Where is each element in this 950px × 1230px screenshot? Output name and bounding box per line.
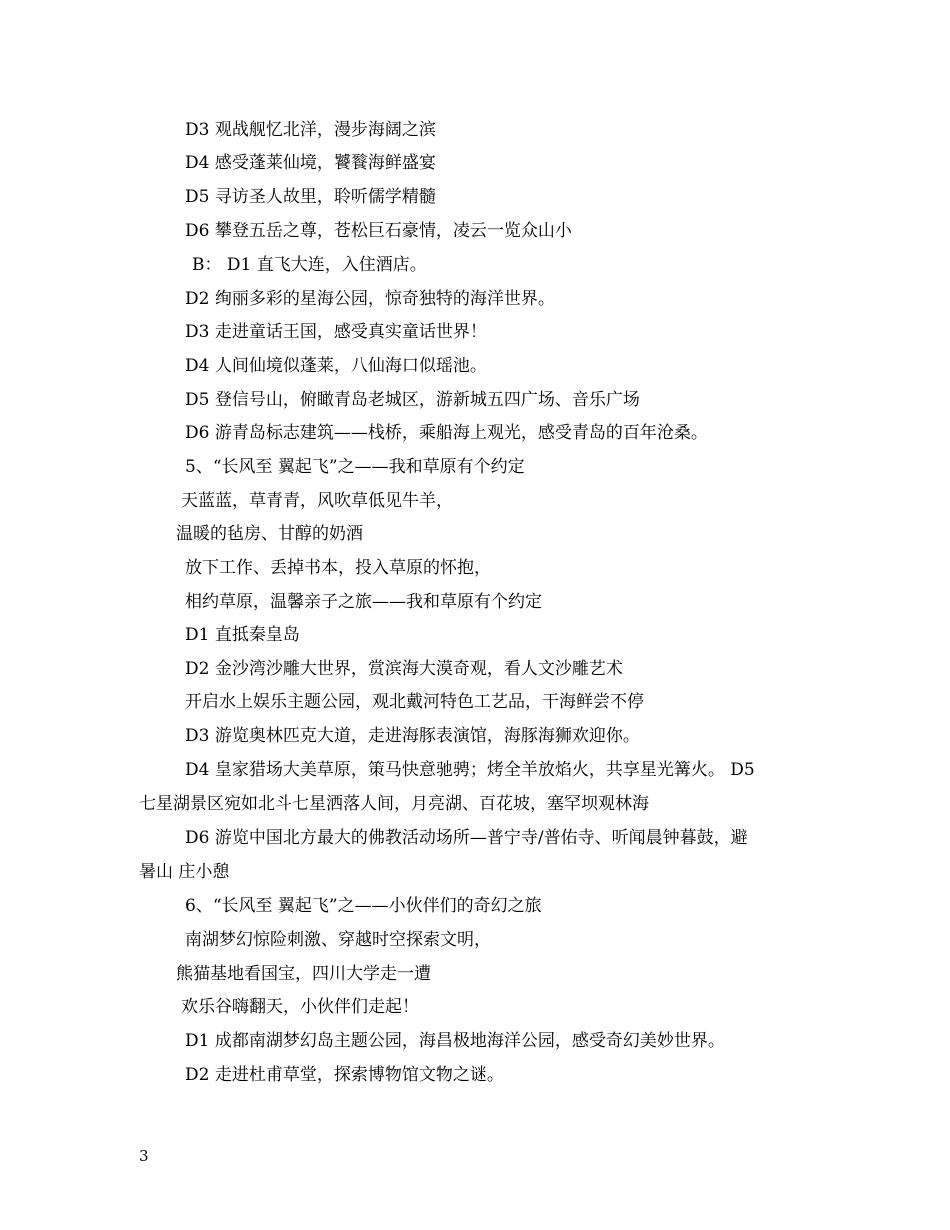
text-line: D4 人间仙境似蓬莱，八仙海口似瑶池。 [185, 356, 487, 376]
text-line: D6 攀登五岳之尊，苍松巨石豪情，凌云一览众山小 [185, 221, 572, 241]
text-line: 暑山 庄小憩 [139, 862, 230, 882]
text-line: D1 直抵秦皇岛 [185, 625, 300, 645]
text-line: 放下工作、丢掉书本，投入草原的怀抱， [185, 558, 491, 578]
text-line: D5 寻访圣人故里，聆听儒学精髓 [185, 187, 436, 207]
text-line: 相约草原，温馨亲子之旅——我和草原有个约定 [185, 592, 542, 612]
text-line: D3 游览奥林匹克大道，走进海豚表演馆，海豚海狮欢迎你。 [185, 726, 640, 746]
text-line: D5 登信号山，俯瞰青岛老城区，游新城五四广场、音乐广场 [185, 390, 640, 410]
text-line: 开启水上娱乐主题公园，观北戴河特色工艺品，干海鲜尝不停 [185, 692, 644, 712]
text-line: D3 走进童话王国，感受真实童话世界！ [185, 322, 487, 342]
text-line: 七星湖景区宛如北斗七星洒落人间，月亮湖、百花坡，塞罕坝观林海 [139, 794, 649, 814]
section-heading: 6、“长风至 翼起飞”之——小伙伴们的奇幻之旅 [185, 896, 542, 916]
text-line: D4 感受蓬莱仙境，饕餮海鲜盛宴 [185, 153, 436, 173]
text-line: D1 成都南湖梦幻岛主题公园，海昌极地海洋公园，感受奇幻美妙世界。 [185, 1031, 725, 1051]
text-line: 欢乐谷嗨翻天，小伙伴们走起！ [181, 997, 419, 1017]
text-line: D6 游青岛标志建筑——栈桥，乘船海上观光，感受青岛的百年沧桑。 [185, 423, 708, 443]
text-line: 南湖梦幻惊险刺激、穿越时空探索文明， [185, 930, 491, 950]
text-line: D4 皇家猎场大美草原，策马快意驰骋；烤全羊放焰火，共享星光篝火。 D5 [185, 760, 755, 780]
text-line: B： D1 直飞大连，入住酒店。 [192, 255, 427, 275]
text-line: D3 观战舰忆北洋，漫步海阔之滨 [185, 120, 436, 140]
text-line: 温暖的毡房、甘醇的奶酒 [176, 524, 363, 544]
text-line: 天蓝蓝，草青青，风吹草低见牛羊， [181, 491, 453, 511]
text-line: 熊猫基地看国宝，四川大学走一遭 [176, 964, 431, 984]
text-line: D2 绚丽多彩的星海公园，惊奇独特的海洋世界。 [185, 289, 555, 309]
text-line: D2 走进杜甫草堂，探索博物馆文物之谜。 [185, 1065, 504, 1085]
page-number: 3 [139, 1147, 149, 1165]
section-heading: 5、“长风至 翼起飞”之——我和草原有个约定 [185, 457, 525, 477]
text-line: D2 金沙湾沙雕大世界，赏滨海大漠奇观，看人文沙雕艺术 [185, 659, 623, 679]
text-line: D6 游览中国北方最大的佛教活动场所—普宁寺/普佑寺、听闻晨钟暮鼓，避 [185, 828, 748, 848]
